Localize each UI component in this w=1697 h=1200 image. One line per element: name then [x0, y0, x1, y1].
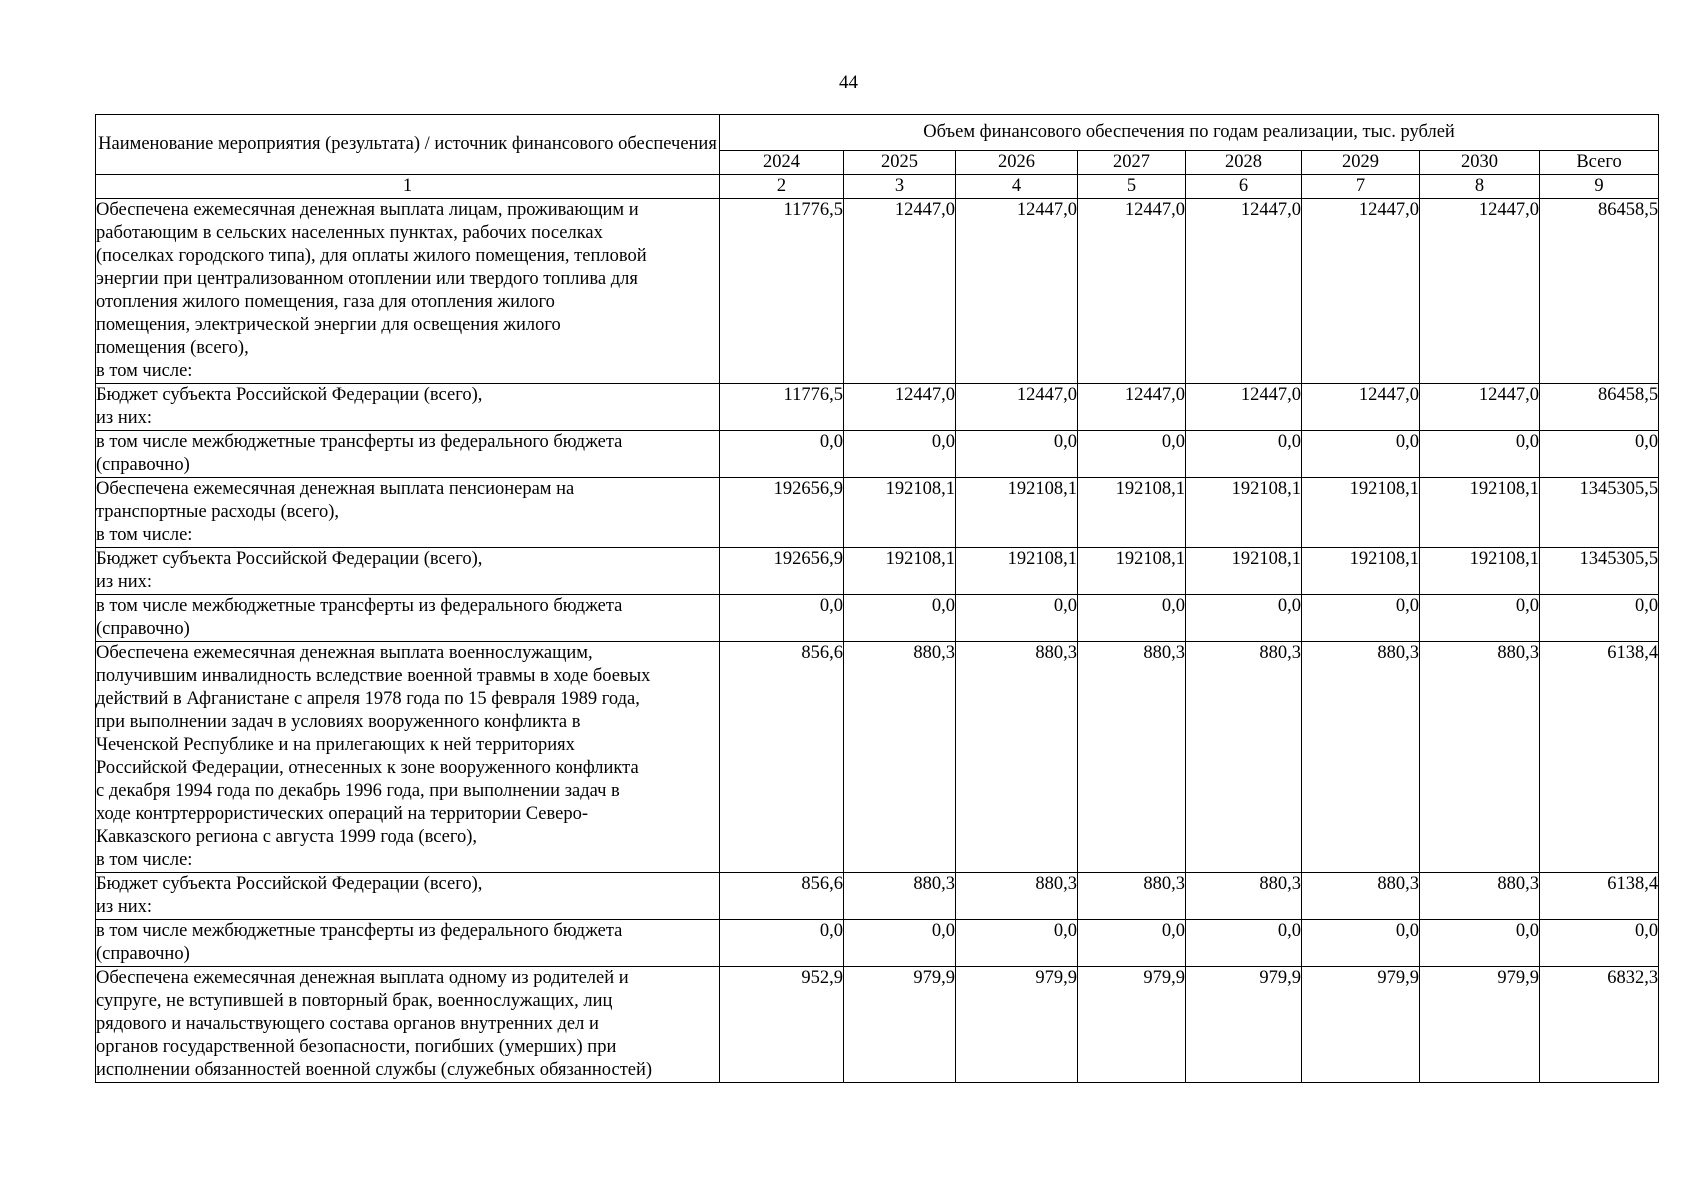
- year-value: 192108,1: [956, 478, 1078, 548]
- year-value: 192108,1: [1078, 548, 1186, 595]
- description-line: в том числе межбюджетные трансферты из федерального бюджета: [96, 432, 623, 452]
- measure-description: [96, 595, 720, 642]
- year-header: 2024: [720, 151, 844, 175]
- year-value: 0,0: [1078, 431, 1186, 478]
- column-index: 1: [96, 175, 720, 199]
- column-index-row: [96, 175, 1659, 199]
- description-line: из них:: [96, 408, 153, 428]
- description-line: помещения, электрической энергии для освещения жилого: [96, 315, 561, 335]
- year-value: 0,0: [1186, 431, 1302, 478]
- description-line: Обеспечена ежемесячная денежная выплата военнослужащим,: [96, 643, 593, 663]
- column-index: 8: [1420, 175, 1540, 199]
- volume-header: Объем финансового обеспечения по годам реализации, тыс. рублей: [720, 115, 1659, 151]
- year-value: 0,0: [844, 595, 956, 642]
- measure-description: [96, 548, 720, 595]
- description-line: в том числе:: [96, 361, 193, 381]
- measure-description: [96, 431, 720, 478]
- year-value: 0,0: [720, 920, 844, 967]
- description-line: Бюджет субъекта Российской Федерации (всего),: [96, 549, 483, 569]
- year-value: 0,0: [1420, 595, 1540, 642]
- description-line: супруге, не вступившей в повторный брак, военнослужащих, лиц: [96, 991, 613, 1011]
- table-row: [96, 548, 1659, 595]
- table-row: [96, 920, 1659, 967]
- description-line: из них:: [96, 572, 153, 592]
- table-row: [96, 873, 1659, 920]
- description-line: в том числе межбюджетные трансферты из федерального бюджета: [96, 921, 623, 941]
- year-value: 12447,0: [1078, 384, 1186, 431]
- year-value: 192108,1: [1186, 478, 1302, 548]
- measure-description: [96, 642, 720, 873]
- year-value: 12447,0: [1420, 384, 1540, 431]
- year-value: 0,0: [1302, 431, 1420, 478]
- description-line: ходе контртеррористических операций на территории Северо-: [96, 804, 588, 824]
- measure-description: [96, 967, 720, 1083]
- year-value: 0,0: [956, 431, 1078, 478]
- year-value: 979,9: [1302, 967, 1420, 1083]
- description-line: Обеспечена ежемесячная денежная выплата пенсионерам на: [96, 479, 575, 499]
- year-value: 0,0: [1186, 920, 1302, 967]
- year-value: 0,0: [844, 431, 956, 478]
- year-value: 880,3: [956, 642, 1078, 873]
- description-line: из них:: [96, 897, 153, 917]
- year-value: 0,0: [956, 920, 1078, 967]
- description-line: в том числе:: [96, 850, 193, 870]
- year-header: 2028: [1186, 151, 1302, 175]
- year-value: 0,0: [1302, 595, 1420, 642]
- description-line: Обеспечена ежемесячная денежная выплата одному из родителей и: [96, 968, 629, 988]
- table-row: [96, 967, 1659, 1083]
- year-value: 12447,0: [956, 199, 1078, 384]
- year-value: 880,3: [1186, 873, 1302, 920]
- description-line: работающим в сельских населенных пунктах, рабочих поселках: [96, 223, 603, 243]
- description-line: исполнении обязанностей военной службы (служебных обязанностей): [96, 1060, 653, 1080]
- financing-table: [95, 114, 1659, 1083]
- total-value: 86458,5: [1540, 384, 1659, 431]
- year-value: 0,0: [1420, 431, 1540, 478]
- description-line: (справочно): [96, 619, 190, 639]
- year-value: 12447,0: [1302, 199, 1420, 384]
- year-value: 192108,1: [1420, 478, 1540, 548]
- year-value: 192108,1: [1420, 548, 1540, 595]
- year-value: 12447,0: [956, 384, 1078, 431]
- total-value: 6832,3: [1540, 967, 1659, 1083]
- year-value: 979,9: [844, 967, 956, 1083]
- year-value: 979,9: [1186, 967, 1302, 1083]
- measure-description: [96, 478, 720, 548]
- total-value: 6138,4: [1540, 873, 1659, 920]
- year-value: 12447,0: [1420, 199, 1540, 384]
- year-value: 880,3: [956, 873, 1078, 920]
- page-number: 44: [839, 72, 858, 93]
- description-line: отопления жилого помещения, газа для отопления жилого: [96, 292, 555, 312]
- total-value: 6138,4: [1540, 642, 1659, 873]
- year-value: 0,0: [1186, 595, 1302, 642]
- name-column-header: Наименование мероприятия (результата) / источник финансового обеспечения: [96, 115, 720, 175]
- year-value: 12447,0: [844, 199, 956, 384]
- year-value: 856,6: [720, 642, 844, 873]
- total-value: 1345305,5: [1540, 478, 1659, 548]
- description-line: Обеспечена ежемесячная денежная выплата лицам, проживающим и: [96, 200, 639, 220]
- measure-description: [96, 873, 720, 920]
- column-index: 4: [956, 175, 1078, 199]
- column-index: 2: [720, 175, 844, 199]
- year-value: 880,3: [1302, 873, 1420, 920]
- year-value: 11776,5: [720, 199, 844, 384]
- year-value: 880,3: [1186, 642, 1302, 873]
- total-value: 0,0: [1540, 431, 1659, 478]
- table-row: [96, 431, 1659, 478]
- year-value: 192108,1: [1186, 548, 1302, 595]
- year-value: 880,3: [844, 873, 956, 920]
- description-line: (поселках городского типа), для оплаты жилого помещения, тепловой: [96, 246, 647, 266]
- description-line: (справочно): [96, 944, 190, 964]
- description-line: Чеченской Республике и на прилегающих к ней территориях: [96, 735, 575, 755]
- table-row: [96, 384, 1659, 431]
- table-row: [96, 478, 1659, 548]
- total-value: 1345305,5: [1540, 548, 1659, 595]
- year-value: 12447,0: [1186, 384, 1302, 431]
- year-value: 979,9: [1420, 967, 1540, 1083]
- year-value: 192108,1: [1078, 478, 1186, 548]
- year-value: 979,9: [956, 967, 1078, 1083]
- year-value: 192108,1: [1302, 478, 1420, 548]
- description-line: (справочно): [96, 455, 190, 475]
- year-value: 952,9: [720, 967, 844, 1083]
- description-line: при выполнении задач в условиях вооруженного конфликта в: [96, 712, 581, 732]
- year-value: 0,0: [1078, 595, 1186, 642]
- year-value: 880,3: [844, 642, 956, 873]
- year-value: 192108,1: [1302, 548, 1420, 595]
- year-value: 0,0: [844, 920, 956, 967]
- year-value: 192108,1: [956, 548, 1078, 595]
- description-line: органов государственной безопасности, погибших (умерших) при: [96, 1037, 617, 1057]
- year-value: 12447,0: [1186, 199, 1302, 384]
- description-line: в том числе:: [96, 525, 193, 545]
- year-value: 0,0: [720, 595, 844, 642]
- total-header: Всего: [1540, 151, 1659, 175]
- year-header: 2025: [844, 151, 956, 175]
- description-line: энергии при централизованном отоплении или твердого топлива для: [96, 269, 638, 289]
- column-index: 3: [844, 175, 956, 199]
- table-row: [96, 199, 1659, 384]
- year-value: 880,3: [1078, 873, 1186, 920]
- year-value: 12447,0: [1078, 199, 1186, 384]
- measure-description: [96, 199, 720, 384]
- year-value: 856,6: [720, 873, 844, 920]
- description-line: транспортные расходы (всего),: [96, 502, 340, 522]
- year-value: 192108,1: [844, 478, 956, 548]
- description-line: Кавказского региона с августа 1999 года (всего),: [96, 827, 478, 847]
- total-value: 0,0: [1540, 920, 1659, 967]
- year-value: 11776,5: [720, 384, 844, 431]
- description-line: Российской Федерации, отнесенных к зоне вооруженного конфликта: [96, 758, 639, 778]
- year-value: 0,0: [1420, 920, 1540, 967]
- column-index: 7: [1302, 175, 1420, 199]
- description-line: с декабря 1994 года по декабрь 1996 года, при выполнении задач в: [96, 781, 620, 801]
- description-line: рядового и начальствующего состава органов внутренних дел и: [96, 1014, 599, 1034]
- year-value: 880,3: [1078, 642, 1186, 873]
- measure-description: [96, 384, 720, 431]
- year-value: 192108,1: [844, 548, 956, 595]
- year-value: 880,3: [1420, 873, 1540, 920]
- year-value: 12447,0: [1302, 384, 1420, 431]
- year-value: 0,0: [720, 431, 844, 478]
- year-value: 192656,9: [720, 548, 844, 595]
- description-line: помещения (всего),: [96, 338, 249, 358]
- year-header: 2027: [1078, 151, 1186, 175]
- description-line: в том числе межбюджетные трансферты из федерального бюджета: [96, 596, 623, 616]
- total-value: 86458,5: [1540, 199, 1659, 384]
- column-index: 6: [1186, 175, 1302, 199]
- year-header: 2030: [1420, 151, 1540, 175]
- description-line: получившим инвалидность вследствие военной травмы в ходе боевых: [96, 666, 651, 686]
- year-value: 979,9: [1078, 967, 1186, 1083]
- description-line: Бюджет субъекта Российской Федерации (всего),: [96, 874, 483, 894]
- column-index: 9: [1540, 175, 1659, 199]
- year-value: 12447,0: [844, 384, 956, 431]
- year-value: 880,3: [1420, 642, 1540, 873]
- year-header: 2026: [956, 151, 1078, 175]
- year-value: 192656,9: [720, 478, 844, 548]
- table-row: [96, 642, 1659, 873]
- description-line: действий в Афганистане с апреля 1978 года по 15 февраля 1989 года,: [96, 689, 640, 709]
- year-value: 0,0: [1078, 920, 1186, 967]
- year-value: 880,3: [1302, 642, 1420, 873]
- measure-description: [96, 920, 720, 967]
- year-value: 0,0: [956, 595, 1078, 642]
- year-header: 2029: [1302, 151, 1420, 175]
- column-index: 5: [1078, 175, 1186, 199]
- description-line: Бюджет субъекта Российской Федерации (всего),: [96, 385, 483, 405]
- total-value: 0,0: [1540, 595, 1659, 642]
- year-value: 0,0: [1302, 920, 1420, 967]
- table-row: [96, 595, 1659, 642]
